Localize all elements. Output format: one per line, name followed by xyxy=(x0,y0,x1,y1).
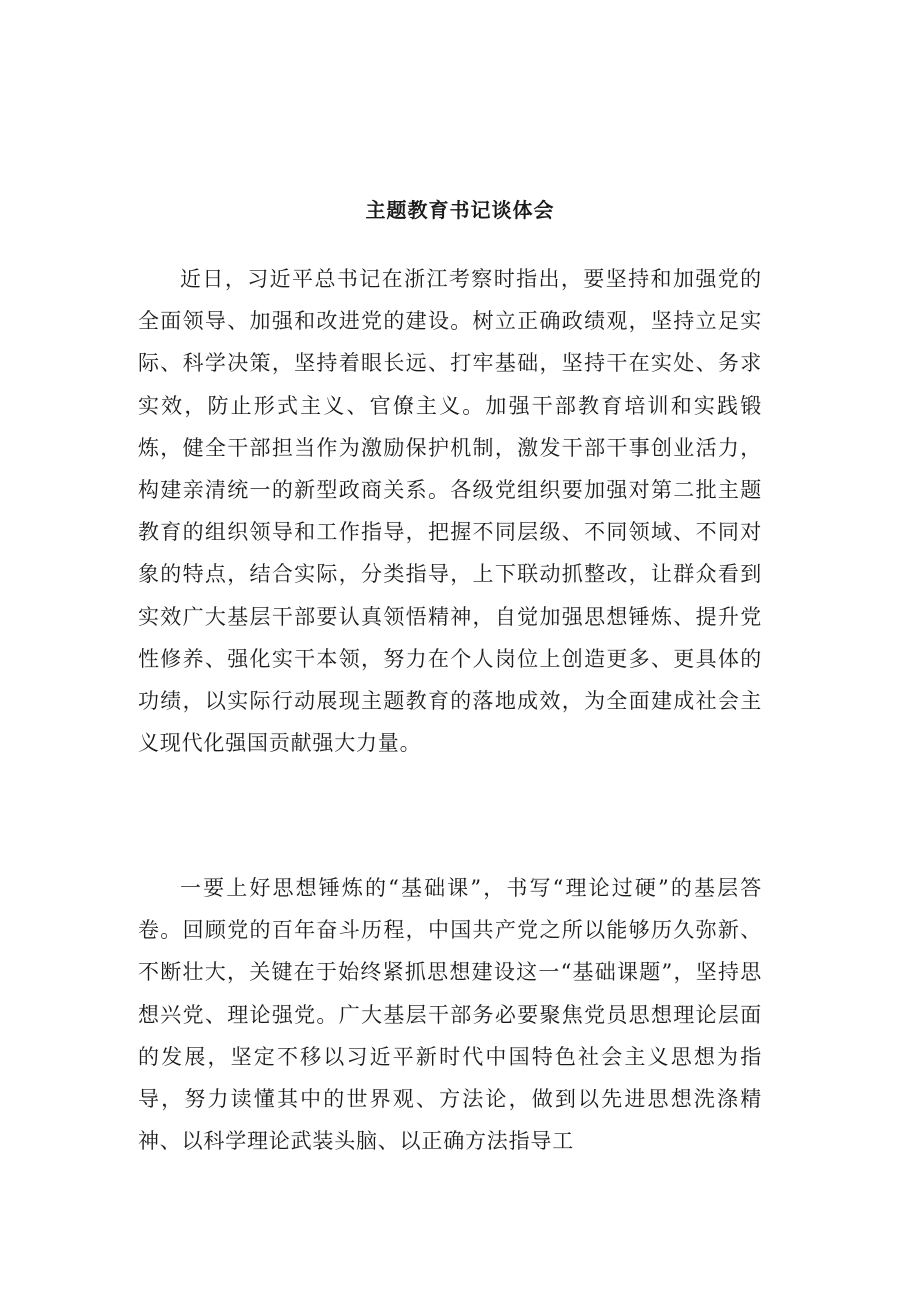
paragraph-intro: 近日，习近平总书记在浙江考察时指出，要坚持和加强党的全面领导、加强和改进党的建设。树立正确政绩观，坚持立足实际、科学决策，坚持着眼长远、打牢基础，坚持干在实处、务求实效，防止形式主义、官僚主义。加强干部教育培训和实践锻炼，健全干部担当作为激励保护机制，激发干部干事创业活力，构建亲清统一的新型政商关系。各级党组织要加强对第二批主题教育的组织领导和工作指导，把握不同层级、不同领域、不同对象的特点，结合实际，分类指导，上下联动抓整改，让群众看到实效广大基层干部要认真领悟精神，自觉加强思想锤炼、提升党性修养、强化实干本领，努力在个人岗位上创造更多、更具体的功绩，以实际行动展现主题教育的落地成效，为全面建成社会主义现代化强国贡献强大力量。 xyxy=(138,267,762,756)
paragraph-point-one: 一要上好思想锤炼的“基础课”，书写“理论过硬”的基层答卷。回顾党的百年奋斗历程，中国共产党之所以能够历久弥新、不断壮大，关键在于始终紧抓思想建设这一“基础课题”，坚持思想兴党、理论强党。广大基层干部务必要聚焦党员思想理论层面的发展，坚定不移以习近平新时代中国特色社会主义思想为指导，努力读懂其中的世界观、方法论，做到以先进思想洗涤精神、以科学理论武装头脑、以正确方法指导工 xyxy=(138,876,762,1154)
document-title: 主题教育书记谈体会 xyxy=(365,198,555,222)
